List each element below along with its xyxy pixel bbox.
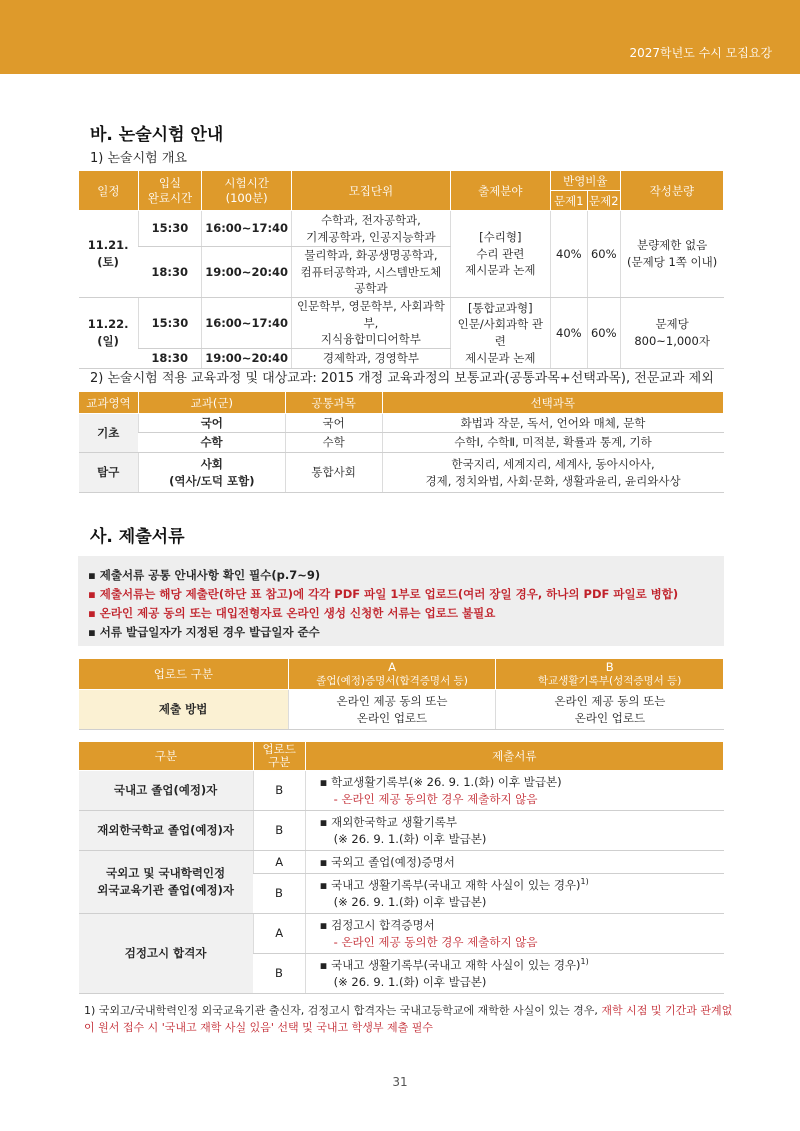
table-row [79,771,724,811]
header-exam-time: 시험시간 (100분) [202,171,292,211]
doc-item-text: ▪ 국내고 생활기록부(국내고 재학 사실이 있는 경우) [319,958,581,973]
elective-cell: 화법과 작문, 독서, 언어와 매체, 문학 [382,414,723,433]
type-cell: 검정고시 합격자 [79,914,254,994]
field-cell: [통합교과형] 인문/사회과학 관련 제시문과 논제 [450,298,550,369]
doc-note: (※ 26. 9. 1.(화) 이후 발급본) [333,894,487,909]
header-column-b [496,659,724,690]
entry-cell: 15:30 [138,211,202,247]
doc-item: ▪ 학교생활기록부(※ 26. 9. 1.(화) 이후 발급본) [319,774,562,789]
essay-schedule-table [78,170,724,369]
footnote-marker: 1) [580,877,589,887]
date-cell: 11.21.(토) [79,211,139,298]
table-row [79,811,724,851]
footnote-marker: 1) [580,957,589,967]
elective-cell: 수학Ⅰ, 수학Ⅱ, 미적분, 확률과 통계, 기하 [382,433,723,453]
footnote-highlight: 재학 시점 및 기간과 관계없이 원서 접수 시 '국내고 재학 사실 있음' 선택 및 국내고 학생부 제출 필수 [84,1004,733,1034]
doc-item-text: ▪ 국내고 생활기록부(국내고 재학 사실이 있는 경우) [319,878,581,893]
field-cell: [수리형] 수리 관련 제시문과 논제 [450,211,550,298]
doc-item [320,876,721,894]
ratio-q2-cell: 60% [587,298,620,369]
table-row [79,453,724,493]
notice-item: ▪ 서류 발급일자가 지정된 경우 발급일자 준수 [88,625,320,639]
header-column-a [288,659,496,690]
docs-cell [305,851,723,874]
elective-cell: 한국지리, 세계지리, 세계사, 동아시아사, 경제, 정치와법, 사회·문화, 생활과윤리, 윤리와사상 [382,453,723,493]
method-b-cell: 온라인 제공 동의 또는 온라인 업로드 [496,690,724,730]
header-upload: 업로드 구분 [253,742,305,771]
units-cell: 물리학과, 화공생명공학과, 컴퓨터공학과, 시스템반도체공학과 [292,247,451,298]
doc-item: ▪ 국외고 졸업(예정)증명서 [319,854,455,869]
type-cell: 국내고 졸업(예정)자 [79,771,254,811]
docs-cell [305,771,723,811]
header-bar [0,0,800,74]
common-cell: 수학 [285,433,382,453]
units-cell: 수학과, 전자공학과, 기계공학과, 인공지능학과 [292,211,451,247]
header-docs: 제출서류 [305,742,723,771]
time-cell: 19:00~20:40 [202,247,292,298]
upload-method-table [78,658,724,730]
header-area: 교과영역 [79,392,139,414]
header-elective: 선택과목 [382,392,723,414]
table-row [79,851,724,874]
section-title-essay: 바. 논술시험 안내 [90,125,224,145]
doc-note: - 온라인 제공 동의한 경우 제출하지 않음 [333,934,538,949]
doc-item: ▪ 검정고시 합격증명서 [319,917,435,932]
date-cell: 11.22.(일) [79,298,139,369]
submission-documents-table [78,741,724,994]
column-a-title: A [388,659,396,674]
common-cell: 통합사회 [285,453,382,493]
units-cell: 경제학과, 경영학부 [292,349,451,369]
page-number: 31 [392,1075,408,1089]
docs-cell [305,874,723,914]
section-title-documents: 사. 제출서류 [90,527,185,547]
subheading-curriculum: 2) 논술시험 적용 교육과정 및 대상교과: 2015 개정 교육과정의 보통교과(공통과목+선택과목), 전문교과 제외 [90,371,714,386]
docs-cell [305,811,723,851]
table-row [79,414,724,433]
header-q1: 문제1 [550,191,587,211]
subheading-overview: 1) 논술시험 개요 [90,151,187,166]
time-cell: 19:00~20:40 [202,349,292,369]
ratio-q1-cell: 40% [550,298,587,369]
header-upload-type: 업로드 구분 [79,659,289,690]
header-title: 2027학년도 수시 모집요강 [629,46,772,60]
table-row [79,298,724,349]
column-b-title: B [605,659,614,674]
entry-cell: 18:30 [138,247,202,298]
upload-cell: B [253,954,305,994]
time-cell: 16:00~17:40 [202,211,292,247]
notice-box [78,556,724,646]
header-units: 모집단위 [292,171,451,211]
column-a-subtitle: 졸업(예정)증명서(합격증명서 등) [316,674,468,687]
common-cell: 국어 [285,414,382,433]
header-ratio: 반영비율 [550,171,620,191]
footnote [84,1002,734,1036]
submission-method-label: 제출 방법 [79,690,289,730]
upload-cell: B [253,874,305,914]
header-date: 일정 [79,171,139,211]
entry-cell: 18:30 [138,349,202,369]
docs-cell [305,914,723,954]
doc-item [320,956,721,974]
area-cell: 기초 [79,414,139,453]
subject-cell: 수학 [138,433,285,453]
length-cell: 분량제한 없음 (문제당 1쪽 이내) [620,211,723,298]
header-type: 구분 [79,742,254,771]
subject-cell: 국어 [138,414,285,433]
header-field: 출제분야 [450,171,550,211]
type-cell: 재외한국학교 졸업(예정)자 [79,811,254,851]
doc-note: - 온라인 제공 동의한 경우 제출하지 않음 [333,791,538,806]
entry-cell: 15:30 [138,298,202,349]
subject-cell: 사회 (역사/도덕 포함) [138,453,285,493]
notice-item: ▪ 제출서류는 해당 제출란(하단 표 참고)에 각각 PDF 파일 1부로 업로드(여러 장일 경우, 하나의 PDF 파일로 병합) [88,587,679,601]
upload-cell: A [253,851,305,874]
doc-item: ▪ 재외한국학교 생활기록부 [319,814,457,829]
header-entry-time: 입실 완료시간 [138,171,202,211]
upload-cell: B [253,771,305,811]
time-cell: 16:00~17:40 [202,298,292,349]
area-cell: 탐구 [79,453,139,493]
footnote-text: 1) 국외고/국내학력인정 외국교육기관 출신자, 검정고시 합격자는 국내고등학교에 재학한 사실이 있는 경우, [84,1004,602,1017]
upload-cell: B [253,811,305,851]
notice-item: ▪ 온라인 제공 동의 또는 대입전형자료 온라인 생성 신청한 서류는 업로드 불필요 [88,606,496,620]
method-a-cell: 온라인 제공 동의 또는 온라인 업로드 [288,690,496,730]
header-q2: 문제2 [587,191,620,211]
curriculum-table [78,391,724,493]
table-row [79,914,724,954]
doc-note: (※ 26. 9. 1.(화) 이후 발급본) [333,974,487,989]
length-cell: 문제당 800~1,000자 [620,298,723,369]
notice-item: ▪ 제출서류 공통 안내사항 확인 필수(p.7~9) [88,568,321,582]
ratio-q2-cell: 60% [587,211,620,298]
doc-note: (※ 26. 9. 1.(화) 이후 발급본) [333,831,487,846]
table-row [79,211,724,247]
header-length: 작성분량 [620,171,723,211]
header-common: 공통과목 [285,392,382,414]
ratio-q1-cell: 40% [550,211,587,298]
docs-cell [305,954,723,994]
table-row [79,433,724,453]
type-cell: 국외고 및 국내학력인정 외국교육기관 졸업(예정)자 [79,851,254,914]
column-b-subtitle: 학교생활기록부(성적증명서 등) [537,674,682,687]
upload-cell: A [253,914,305,954]
units-cell: 인문학부, 영문학부, 사회과학부, 지식융합미디어학부 [292,298,451,349]
header-subject: 교과(군) [138,392,285,414]
table-row [79,690,724,730]
